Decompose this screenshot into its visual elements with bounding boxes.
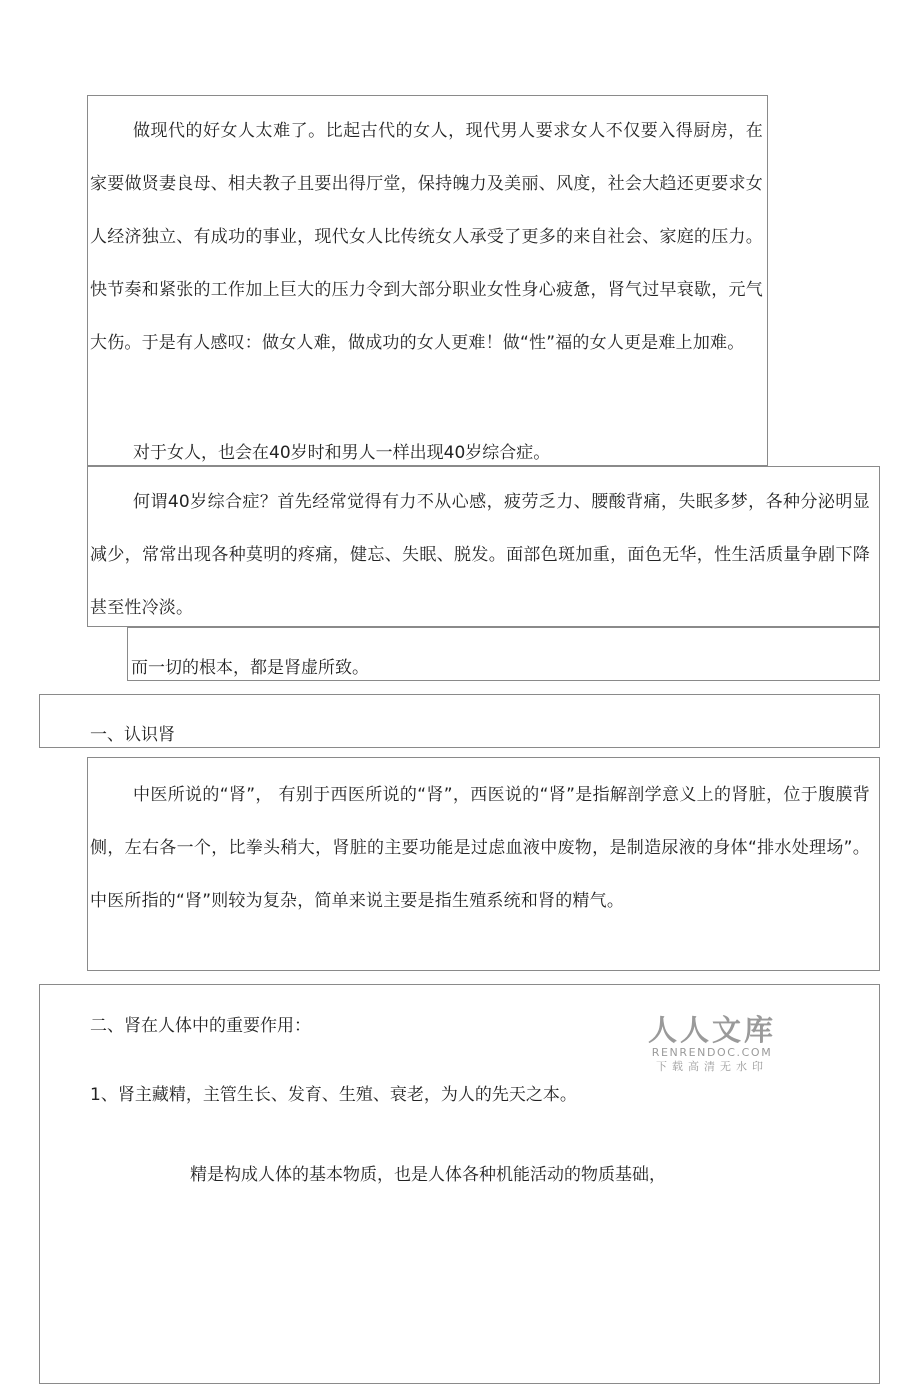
watermark-slogan: 下载高清无水印 [656,1060,768,1073]
syndrome-paragraph: 何谓40岁综合症？首先经常觉得有力不从心感，疲劳乏力、腰酸背痛，失眠多梦，各种分泌明显减少，常常出现各种莫明的疼痛，健忘、失眠、脱发。面部色斑加重，面色无华，性生活质量争剧下降甚至性冷淡。 [90,492,870,618]
essence-line: 精是构成人体的基本物质，也是人体各种机能活动的物质基础， [190,1165,666,1185]
section2-point1: 1、肾主藏精，主管生长、发育、生殖、衰老，为人的先天之本。 [90,1085,577,1105]
section1-heading: 一、认识肾 [90,725,175,745]
watermark-title: 人人文库 [647,1013,776,1047]
forty-syndrome-line: 对于女人，也会在40岁时和男人一样出现40岁综合症。 [133,443,551,463]
watermark-domain: RENRENDOC.COM [651,1046,773,1059]
root-cause-line: 而一切的根本，都是肾虚所致。 [131,658,369,678]
section2-heading: 二、肾在人体中的重要作用： [90,1016,311,1036]
renrendoc-watermark [647,1014,777,1074]
intro-paragraph: 做现代的好女人太难了。比起古代的女人，现代男人要求女人不仅要入得厨房，在家要做贤妻良母、相夫教子且要出得厅堂，保持魄力及美丽、风度，社会大趋还更要求女人经济独立、有成功的事业，现代女人比传统女人承受了更多的来自社会、家庭的压力。快节奏和紧张的工作加上巨大的压力令到大部分职业女性身心疲惫，肾气过早衰歇，元气大伤。于是有人感叹：做女人难，做成功的女人更难！做“性”福的女人更是难上加难。 [90,121,763,353]
section1-paragraph: 中医所说的“肾”， 有别于西医所说的“肾”，西医说的“肾”是指解剖学意义上的肾脏，位于腹膜背侧，左右各一个，比拳头稍大，肾脏的主要功能是过虑血液中废物，是制造尿液的身体“排水处理场”。中医所指的“肾”则较为复杂，简单来说主要是指生殖系统和肾的精气。 [90,785,870,911]
